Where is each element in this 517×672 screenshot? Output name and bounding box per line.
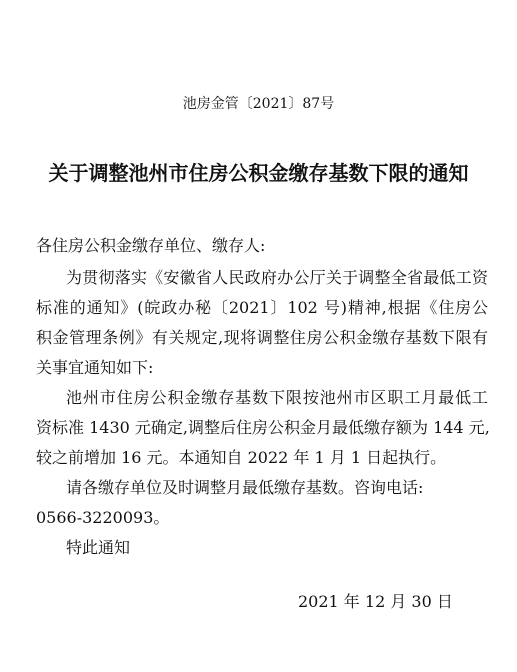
paragraph-line: 较之前增加 16 元。本通知自 2022 年 1 月 1 日起执行。 bbox=[36, 448, 447, 467]
closing-remark: 特此通知 bbox=[66, 538, 131, 557]
addressee: 各住房公积金缴存单位、缴存人: bbox=[36, 236, 266, 255]
paragraph-line: 标准的通知》(皖政办秘〔2021〕102 号)精神,根据《住房公 bbox=[36, 298, 488, 317]
paragraph-line: 资标准 1430 元确定,调整后住房公积金月最低缴存额为 144 元, bbox=[36, 418, 490, 437]
paragraph-line: 为贯彻落实《安徽省人民政府办公厅关于调整全省最低工资 bbox=[66, 268, 488, 287]
document-title: 关于调整池州市住房公积金缴存基数下限的通知 bbox=[48, 161, 469, 185]
document-number: 池房金管〔2021〕87号 bbox=[182, 96, 335, 112]
paragraph-line: 关事宜通知如下: bbox=[36, 358, 154, 377]
paragraph-line: 池州市住房公积金缴存基数下限按池州市区职工月最低工 bbox=[66, 388, 488, 407]
contact-phone: 0566-3220093。 bbox=[36, 508, 170, 527]
paragraph-line: 积金管理条例》有关规定,现将调整住房公积金缴存基数下限有 bbox=[36, 328, 488, 347]
paragraph-line: 请各缴存单位及时调整月最低缴存基数。咨询电话: bbox=[66, 478, 424, 497]
document-date: 2021 年 12 月 30 日 bbox=[298, 592, 453, 611]
